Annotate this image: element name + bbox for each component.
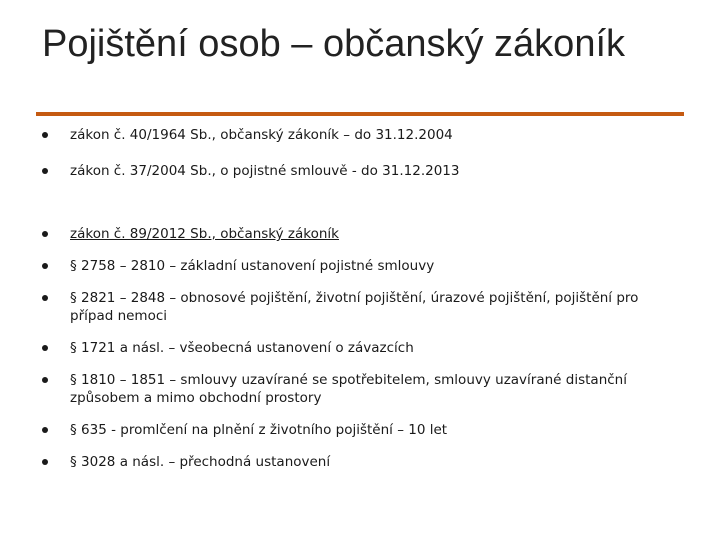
list-item bbox=[40, 162, 680, 180]
bullet-icon bbox=[42, 427, 48, 433]
list-item bbox=[40, 339, 680, 357]
bullet-icon bbox=[42, 132, 48, 138]
slide-title: Pojištění osob – občanský zákoník bbox=[42, 23, 626, 65]
list-item-text: § 2758 – 2810 – základní ustanovení pojistné smlouvy bbox=[70, 258, 435, 274]
list-item-text: zákon č. 40/1964 Sb., občanský zákoník – do 31.12.2004 bbox=[70, 127, 453, 143]
list-item-text: § 1721 a násl. – všeobecná ustanovení o závazcích bbox=[70, 340, 414, 356]
bullet-icon bbox=[42, 459, 48, 465]
list-item bbox=[40, 257, 680, 275]
bullet-icon bbox=[42, 295, 48, 301]
list-item-text: § 1810 – 1851 – smlouvy uzavírané se spotřebitelem, smlouvy uzavírané distanční způsobem a mimo obchodní prostory bbox=[70, 372, 627, 406]
title-divider bbox=[36, 112, 684, 116]
bullet-icon bbox=[42, 345, 48, 351]
bullet-icon bbox=[42, 231, 48, 237]
bullet-icon bbox=[42, 168, 48, 174]
list-item-text: zákon č. 89/2012 Sb., občanský zákoník bbox=[70, 226, 340, 242]
list-item bbox=[40, 289, 680, 325]
bullet-icon bbox=[42, 263, 48, 269]
list-item bbox=[40, 421, 680, 439]
list-item bbox=[40, 453, 680, 471]
list-item-text: § 635 - promlčení na plnění z životního pojištění – 10 let bbox=[70, 422, 448, 438]
list-item bbox=[40, 371, 680, 407]
bullet-icon bbox=[42, 377, 48, 383]
list-item bbox=[40, 126, 680, 144]
list-item-text: § 3028 a násl. – přechodná ustanovení bbox=[70, 454, 331, 470]
list-item-text: § 2821 – 2848 – obnosové pojištění, životní pojištění, úrazové pojištění, pojištění pro případ nemoci bbox=[70, 290, 639, 324]
list-item bbox=[40, 225, 680, 243]
list-item-text: zákon č. 37/2004 Sb., o pojistné smlouvě - do 31.12.2013 bbox=[70, 163, 460, 179]
